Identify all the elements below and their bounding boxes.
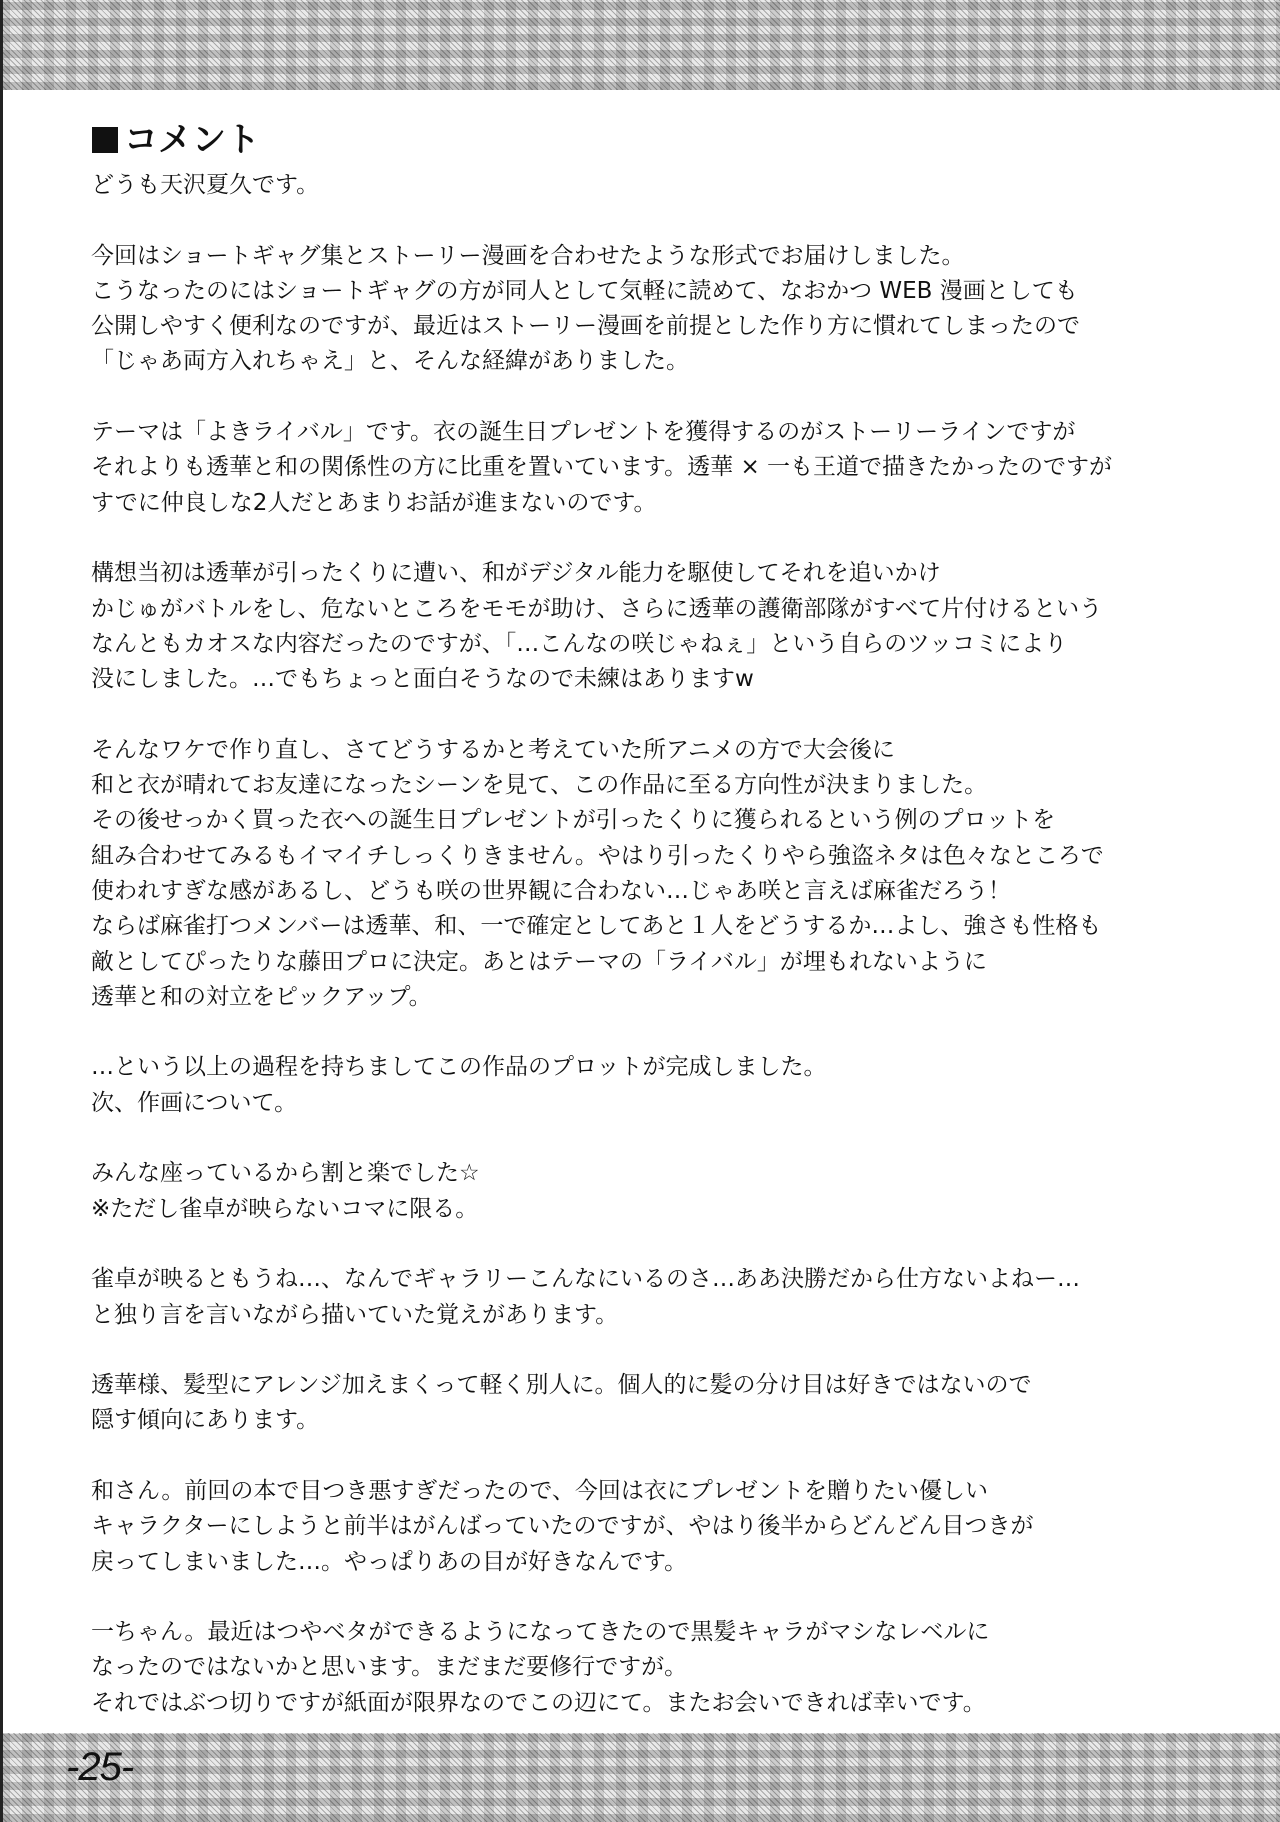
top-pattern-band [0,0,1280,90]
text-line: こうなったのにはショートギャグの方が同人として気軽に読めて、なおかつ WEB 漫画としても [91,277,1078,304]
paragraph [91,168,1231,203]
text-line: 「じゃあ両方入れちゃえ」と、そんな経緯がありました。 [91,348,689,375]
text-line: 戻ってしまいました…。やっぱりあの目が好きなんです。 [91,1548,688,1575]
text-line: テーマは「よきライバル」です。衣の誕生日プレゼントを獲得するのがストーリーラインですが [91,419,1076,446]
page-edge [0,0,3,1822]
paragraph [91,415,1231,521]
text-line: 透華と和の対立をピックアップ。 [91,983,432,1010]
text-line: 次、作画について。 [91,1089,298,1116]
paragraph [91,1156,1231,1227]
text-line: 組み合わせてみるもイマイチしっくりきません。やはり引ったくりやら強盗ネタは色々なところで [91,842,1104,869]
text-line: ならば麻雀打つメンバーは透華、和、一で確定としてあと１人をどうするか…よし、強さも性格も [91,913,1102,940]
text-line: なったのではないかと思います。まだまだ要修行ですが。 [91,1654,688,1681]
section-heading [92,118,260,162]
text-line: その後せっかく買った衣への誕生日プレゼントが引ったくりに獲られるという例のプロットを [91,807,1056,834]
text-line: そんなワケで作り直し、さてどうするかと考えていた所アニメの方で大会後に [91,736,895,763]
text-line: 公開しやすく便利なのですが、最近はストーリー漫画を前提とした作り方に慣れてしまったので [91,313,1080,340]
text-line: 没にしました。…でもちょっと面白そうなので未練はありますw [91,666,754,693]
text-line: なんともカオスな内容だったのですが、「…こんなの咲じゃねぇ」という自らのツッコミにより [91,630,1068,657]
comment-body [91,168,1231,1756]
text-line: 透華様、髪型にアレンジ加えまくって軽く別人に。個人的に髪の分け目は好きではないので [91,1372,1032,1399]
text-line: 敵としてぴったりな藤田プロに決定。あとはテーマの「ライバル」が埋もれないように [91,948,987,975]
text-line: 和と衣が晴れてお友達になったシーンを見て、この作品に至る方向性が決まりました。 [91,772,988,799]
text-line: 隠す傾向にあります。 [91,1407,320,1434]
text-line: と独り言を言いながら描いていた覚えがあります。 [91,1301,619,1328]
text-line: 雀卓が映るともうね…、なんでギャラリーこんなにいるのさ…ああ決勝だから仕方ないよねー… [91,1266,1080,1293]
text-line: すでに仲良しな2人だとあまりお話が進まないのです。 [91,489,657,516]
paragraph [91,1368,1231,1439]
paragraph [91,1050,1231,1121]
paragraph [91,239,1231,380]
paragraph [91,1474,1231,1580]
text-line: ※ただし雀卓が映らないコマに限る。 [91,1195,479,1222]
text-line: 使われすぎな感があるし、どうも咲の世界観に合わない…じゃあ咲と言えば麻雀だろう！ [91,877,1011,904]
text-line: …という以上の過程を持ちましてこの作品のプロットが完成しました。 [91,1054,827,1081]
text-line: それではぶつ切りですが紙面が限界なのでこの辺にて。またお会いできれば幸いです。 [91,1689,986,1716]
text-line: それよりも透華と和の関係性の方に比重を置いています。透華 × 一も王道で描きたかったのですが [91,454,1113,481]
paragraph [91,556,1231,697]
text-line: みんな座っているから割と楽でした☆ [91,1160,480,1187]
text-line: かじゅがバトルをし、危ないところをモモが助け、さらに透華の護衛部隊がすべて片付けるという [91,595,1103,622]
text-line: 今回はショートギャグ集とストーリー漫画を合わせたような形式でお届けしました。 [91,242,965,269]
paragraph [91,733,1231,1015]
text-line: 構想当初は透華が引ったくりに遭い、和がデジタル能力を駆使してそれを追いかけ [91,560,941,587]
text-line: キャラクターにしようと前半はがんばっていたのですが、やはり後半からどんどん目つきが [91,1513,1034,1540]
black-square-icon [92,127,118,153]
page-number: -25- [66,1745,134,1789]
text-line: どうも天沢夏久です。 [91,172,320,198]
heading-text: コメント [124,120,260,160]
paragraph [91,1615,1231,1721]
paragraph [91,1262,1231,1333]
text-line: 和さん。前回の本で目つき悪すぎだったので、今回は衣にプレゼントを贈りたい優しい [91,1477,988,1504]
text-line: 一ちゃん。最近はつやベタができるようになってきたので黒髪キャラがマシなレベルに [91,1619,990,1646]
